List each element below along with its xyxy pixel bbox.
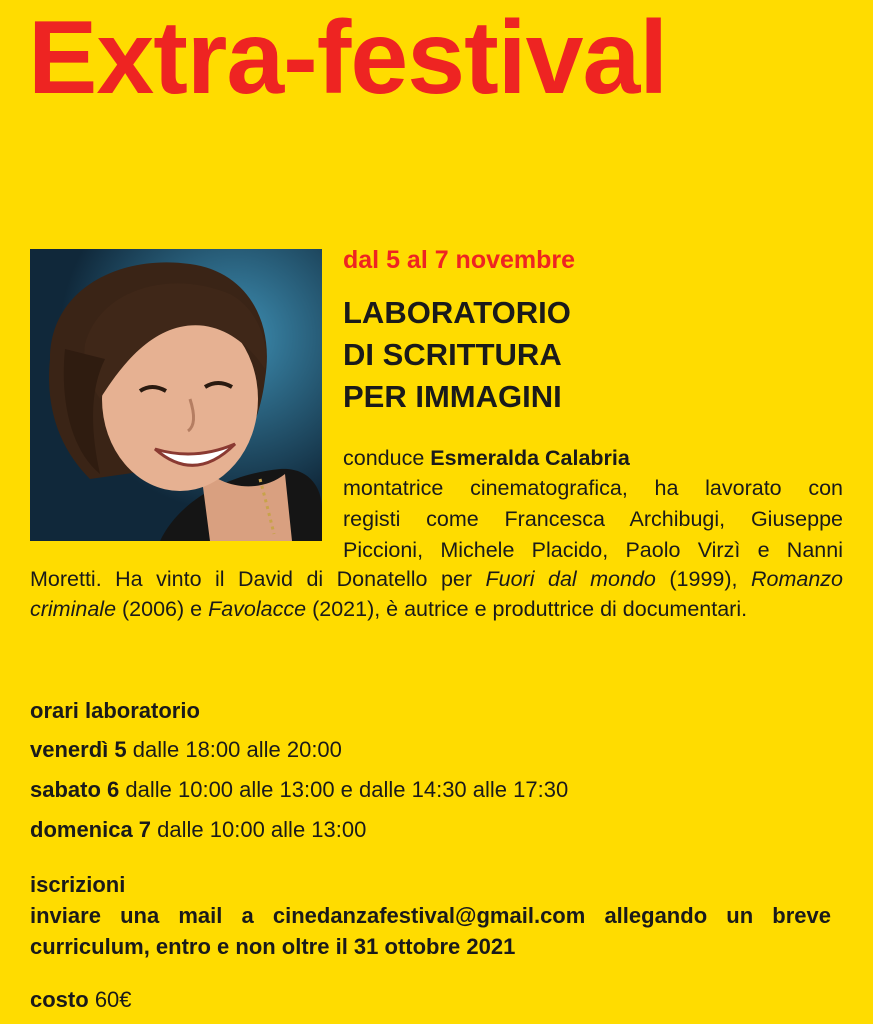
bio-text: (2006) e xyxy=(122,597,203,621)
registration-text xyxy=(30,900,831,962)
schedule-hours: dalle 10:00 alle 13:00 e dalle 14:30 alle 17:30 xyxy=(125,777,569,802)
schedule-heading: orari laboratorio xyxy=(30,698,200,723)
bio-line xyxy=(30,594,843,624)
cost-value: 60€ xyxy=(94,987,132,1012)
bio-line xyxy=(30,564,843,594)
cost-label: costo xyxy=(30,987,89,1012)
bio-text: (2021), è autrice e produttrice di documentari. xyxy=(312,597,748,621)
bio-text: Moretti. Ha vinto il David di Donatello per xyxy=(30,567,473,591)
registration-line: curriculum, entro e non oltre il 31 ottobre 2021 xyxy=(30,934,516,959)
schedule-row xyxy=(30,737,342,763)
film-title: Romanzo xyxy=(750,567,843,591)
bio-lead-verb: conduce xyxy=(343,446,425,470)
festival-title: Extra-festival xyxy=(28,0,668,116)
workshop-title-line: PER IMMAGINI xyxy=(343,379,562,414)
bio-line: montatrice cinematografica, ha lavorato con xyxy=(343,476,843,500)
workshop-title-line: LABORATORIO xyxy=(343,295,571,330)
bio-line: registi come Francesca Archibugi, Giuseppe xyxy=(343,507,843,531)
schedule-day: sabato 6 xyxy=(30,777,120,802)
bio-lead xyxy=(343,443,630,473)
speaker-photo xyxy=(30,249,322,541)
schedule-day: domenica 7 xyxy=(30,817,152,842)
instructor-name: Esmeralda Calabria xyxy=(430,446,630,470)
schedule-hours: dalle 18:00 alle 20:00 xyxy=(132,737,342,762)
schedule-hours: dalle 10:00 alle 13:00 xyxy=(157,817,367,842)
schedule-day: venerdì 5 xyxy=(30,737,127,762)
schedule-row xyxy=(30,777,568,803)
registration-line: inviare una mail a cinedanzafestival@gmail.com allegando un breve xyxy=(30,903,831,928)
cost xyxy=(30,987,132,1013)
bio-line: Piccioni, Michele Placido, Paolo Virzì e Nanni xyxy=(343,538,843,562)
film-title: criminale xyxy=(30,597,117,621)
workshop-title xyxy=(343,292,571,418)
workshop-title-line: DI SCRITTURA xyxy=(343,337,562,372)
schedule-row xyxy=(30,817,366,843)
bio-text: (1999), xyxy=(669,567,738,591)
registration-heading: iscrizioni xyxy=(30,872,126,897)
portrait-illustration xyxy=(30,249,322,541)
film-title: Favolacce xyxy=(208,597,307,621)
event-dates: dal 5 al 7 novembre xyxy=(343,246,576,274)
film-title: Fuori dal mondo xyxy=(485,567,656,591)
